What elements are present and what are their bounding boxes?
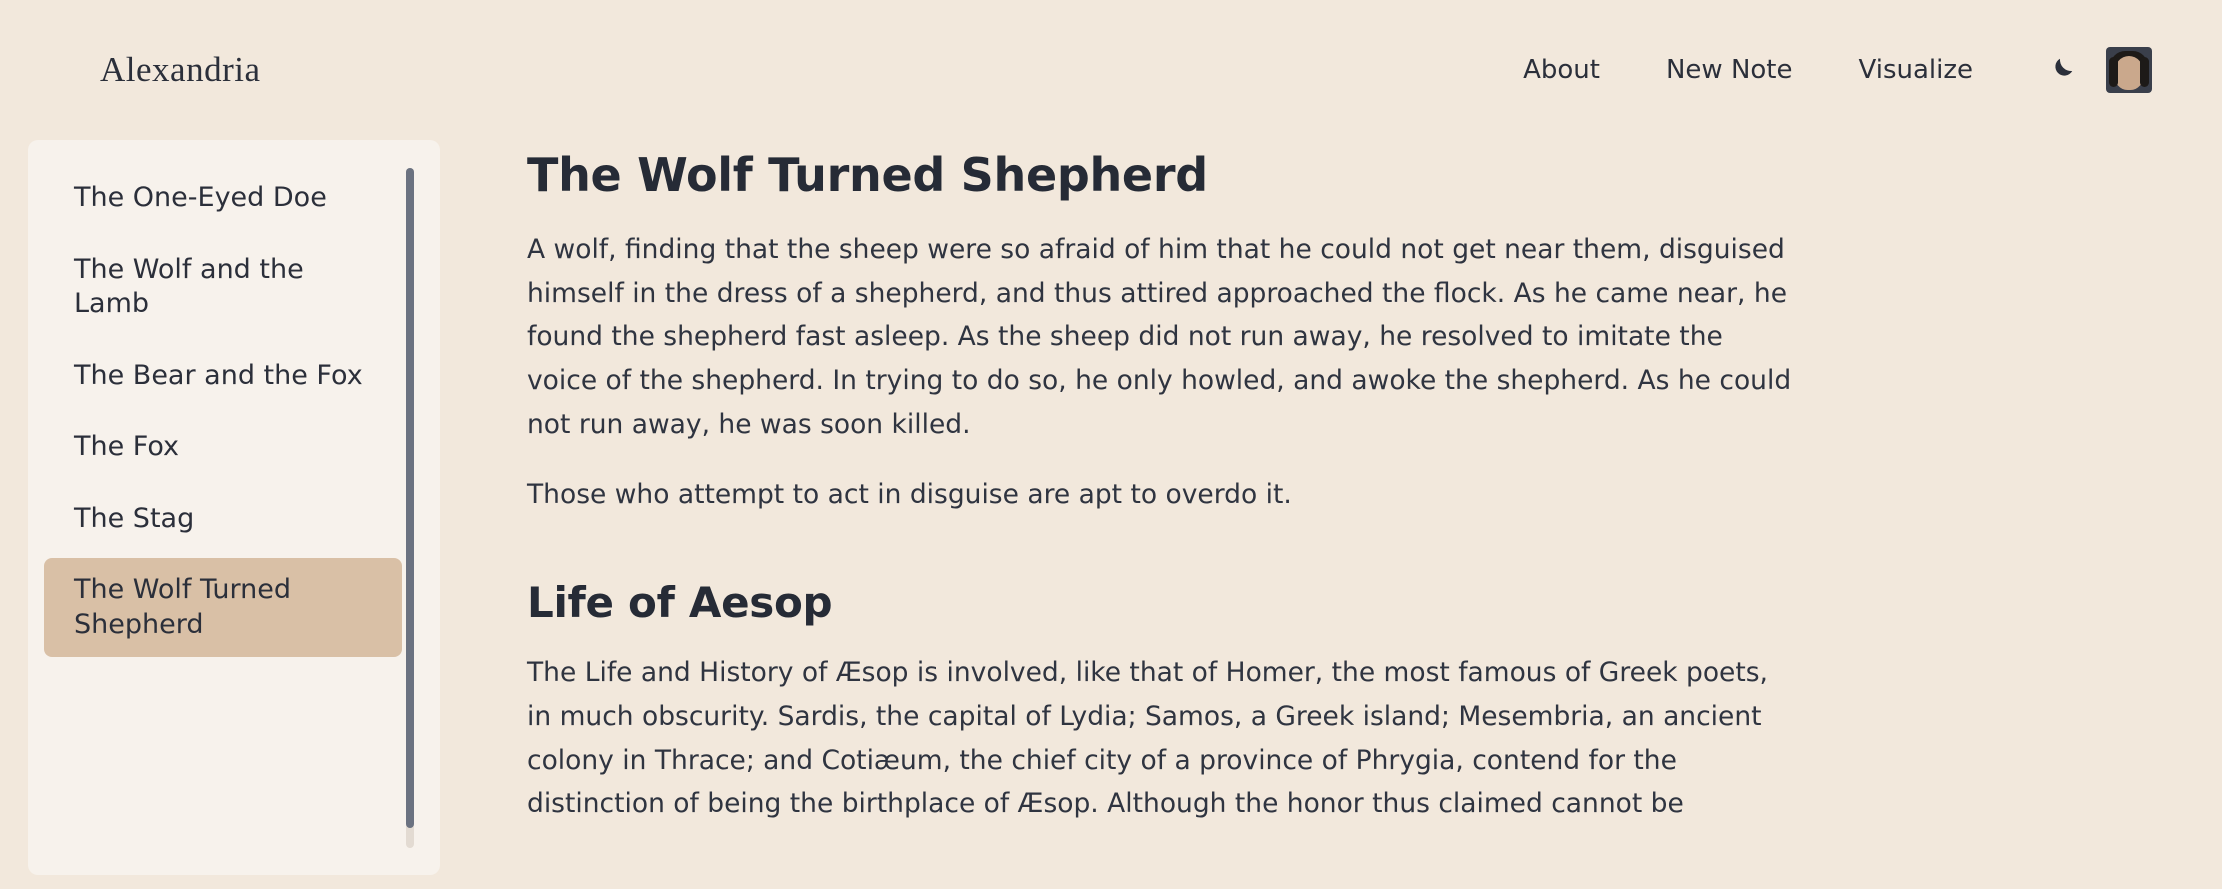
user-avatar[interactable] bbox=[2106, 47, 2152, 93]
note-paragraph: A wolf, finding that the sheep were so afraid of him that he could not get near them, disguised himself in the dress of a shepherd, and thus attired approached the flock. As he came near, he found the shepherd fast asleep. As the sheep did not run away, he resolved to imitate the voice of the shepherd. In trying to do so, he only howled, and awoke the shepherd. As he could not run away, he was soon killed. bbox=[527, 234, 1792, 440]
page-title: The Wolf Turned Shepherd bbox=[527, 148, 1208, 202]
section-heading: Life of Aesop bbox=[527, 578, 833, 628]
list-item[interactable]: The Wolf and the Lamb bbox=[74, 253, 304, 320]
list-item-selected[interactable]: The Wolf Turned Shepherd bbox=[44, 558, 402, 657]
page-layout bbox=[0, 140, 2222, 875]
list-item[interactable]: The Bear and the Fox bbox=[74, 359, 363, 391]
app-title: Alexandria bbox=[100, 50, 261, 89]
list-item[interactable]: The Stag bbox=[74, 502, 195, 534]
sidebar-scrollbar-thumb[interactable] bbox=[406, 168, 414, 828]
note-content bbox=[440, 140, 1860, 852]
avatar-hair-right bbox=[2140, 57, 2149, 87]
avatar-hair-left bbox=[2109, 57, 2118, 87]
nav-item-about[interactable]: About bbox=[1523, 55, 1600, 85]
nav-item-visualize[interactable]: Visualize bbox=[1858, 55, 1973, 85]
list-item[interactable]: The One-Eyed Doe bbox=[74, 182, 327, 213]
list-item[interactable]: The Fox bbox=[74, 431, 180, 463]
notes-sidebar bbox=[28, 140, 440, 875]
moon-icon[interactable] bbox=[2006, 55, 2106, 85]
app-header bbox=[0, 0, 2222, 140]
note-paragraph: The Life and History of Æsop is involved, like that of Homer, the most famous of Greek poets, in much obscurity. Sardis, the capital of Lydia; Samos, a Greek island; Mesembria, an ancient colony in Thrace; and Cotiæum, the chief city of a province of Phrygia, contend for the distinction of being the birthplace of Æsop. Although the honor thus claimed cannot be bbox=[527, 657, 1768, 820]
main-nav bbox=[1490, 47, 2162, 93]
note-list bbox=[44, 166, 424, 657]
note-moral: Those who attempt to act in disguise are apt to overdo it. bbox=[527, 478, 1292, 510]
nav-item-new-note[interactable]: New Note bbox=[1665, 55, 1793, 85]
